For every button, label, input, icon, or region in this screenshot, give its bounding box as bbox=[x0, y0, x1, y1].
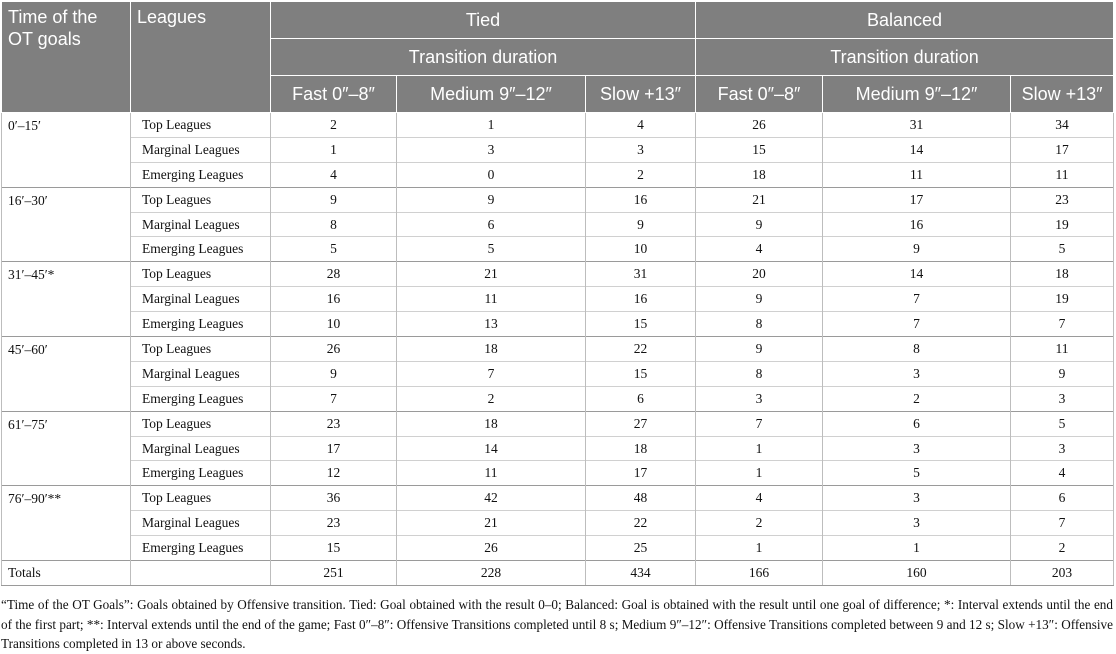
value-cell: 0 bbox=[397, 162, 586, 187]
league-cell: Emerging Leagues bbox=[131, 237, 271, 262]
value-cell: 18 bbox=[397, 337, 586, 362]
value-cell: 9 bbox=[586, 212, 696, 237]
value-cell: 2 bbox=[823, 386, 1011, 411]
value-cell: 18 bbox=[696, 162, 823, 187]
value-cell: 48 bbox=[586, 486, 696, 511]
value-cell: 42 bbox=[397, 486, 586, 511]
value-cell: 23 bbox=[1011, 187, 1114, 212]
value-cell: 16 bbox=[586, 187, 696, 212]
value-cell: 11 bbox=[1011, 337, 1114, 362]
value-cell: 7 bbox=[823, 287, 1011, 312]
value-cell: 3 bbox=[823, 486, 1011, 511]
value-cell: 1 bbox=[397, 113, 586, 138]
value-cell: 5 bbox=[823, 461, 1011, 486]
value-cell: 3 bbox=[823, 436, 1011, 461]
header-tied-medium: Medium 9″–12″ bbox=[397, 76, 586, 113]
league-cell: Marginal Leagues bbox=[131, 137, 271, 162]
value-cell: 8 bbox=[696, 312, 823, 337]
value-cell: 15 bbox=[271, 536, 397, 561]
value-cell: 14 bbox=[397, 436, 586, 461]
league-cell: Emerging Leagues bbox=[131, 386, 271, 411]
value-cell: 7 bbox=[696, 411, 823, 436]
value-cell: 26 bbox=[397, 536, 586, 561]
header-balanced-transition-duration: Transition duration bbox=[696, 39, 1114, 76]
total-value-cell: 251 bbox=[271, 561, 397, 586]
value-cell: 2 bbox=[1011, 536, 1114, 561]
value-cell: 2 bbox=[586, 162, 696, 187]
table-row bbox=[2, 162, 1114, 187]
value-cell: 2 bbox=[271, 113, 397, 138]
total-value-cell: 166 bbox=[696, 561, 823, 586]
value-cell: 5 bbox=[1011, 237, 1114, 262]
value-cell: 16 bbox=[271, 287, 397, 312]
value-cell: 21 bbox=[397, 511, 586, 536]
totals-label: Totals bbox=[2, 561, 131, 586]
value-cell: 9 bbox=[397, 187, 586, 212]
value-cell: 10 bbox=[271, 312, 397, 337]
value-cell: 17 bbox=[586, 461, 696, 486]
value-cell: 6 bbox=[823, 411, 1011, 436]
league-cell: Marginal Leagues bbox=[131, 436, 271, 461]
value-cell: 26 bbox=[696, 113, 823, 138]
value-cell: 8 bbox=[271, 212, 397, 237]
value-cell: 7 bbox=[823, 312, 1011, 337]
value-cell: 3 bbox=[696, 386, 823, 411]
header-tied-transition-duration: Transition duration bbox=[271, 39, 696, 76]
value-cell: 4 bbox=[271, 162, 397, 187]
value-cell: 3 bbox=[1011, 386, 1114, 411]
value-cell: 10 bbox=[586, 237, 696, 262]
value-cell: 3 bbox=[586, 137, 696, 162]
header-tied-slow: Slow +13″ bbox=[586, 76, 696, 113]
totals-row bbox=[2, 561, 1114, 586]
league-cell: Emerging Leagues bbox=[131, 536, 271, 561]
value-cell: 7 bbox=[1011, 511, 1114, 536]
value-cell: 2 bbox=[696, 511, 823, 536]
header-leagues: Leagues bbox=[131, 2, 271, 113]
header-balanced-fast: Fast 0″–8″ bbox=[696, 76, 823, 113]
league-cell: Emerging Leagues bbox=[131, 312, 271, 337]
value-cell: 15 bbox=[696, 137, 823, 162]
table-row bbox=[2, 411, 1114, 436]
table-row bbox=[2, 237, 1114, 262]
value-cell: 7 bbox=[271, 386, 397, 411]
time-interval-cell: 16′–30′ bbox=[2, 187, 131, 262]
total-value-cell: 228 bbox=[397, 561, 586, 586]
value-cell: 11 bbox=[397, 461, 586, 486]
table-row bbox=[2, 486, 1114, 511]
time-interval-cell: 61′–75′ bbox=[2, 411, 131, 486]
league-cell: Emerging Leagues bbox=[131, 461, 271, 486]
value-cell: 22 bbox=[586, 337, 696, 362]
value-cell: 11 bbox=[1011, 162, 1114, 187]
time-interval-cell: 0′–15′ bbox=[2, 113, 131, 188]
value-cell: 5 bbox=[271, 237, 397, 262]
value-cell: 26 bbox=[271, 337, 397, 362]
table-row bbox=[2, 113, 1114, 138]
value-cell: 34 bbox=[1011, 113, 1114, 138]
table-row bbox=[2, 262, 1114, 287]
value-cell: 9 bbox=[271, 187, 397, 212]
time-interval-cell: 45′–60′ bbox=[2, 337, 131, 412]
totals-empty-cell bbox=[131, 561, 271, 586]
value-cell: 15 bbox=[586, 312, 696, 337]
value-cell: 6 bbox=[586, 386, 696, 411]
league-cell: Top Leagues bbox=[131, 113, 271, 138]
value-cell: 20 bbox=[696, 262, 823, 287]
value-cell: 1 bbox=[696, 536, 823, 561]
table-row bbox=[2, 386, 1114, 411]
value-cell: 3 bbox=[823, 361, 1011, 386]
value-cell: 36 bbox=[271, 486, 397, 511]
value-cell: 4 bbox=[696, 237, 823, 262]
value-cell: 5 bbox=[1011, 411, 1114, 436]
value-cell: 9 bbox=[1011, 361, 1114, 386]
table-row bbox=[2, 461, 1114, 486]
value-cell: 31 bbox=[823, 113, 1011, 138]
value-cell: 18 bbox=[586, 436, 696, 461]
value-cell: 2 bbox=[397, 386, 586, 411]
table-row bbox=[2, 337, 1114, 362]
table-row bbox=[2, 361, 1114, 386]
value-cell: 1 bbox=[271, 137, 397, 162]
value-cell: 23 bbox=[271, 511, 397, 536]
table-body bbox=[2, 113, 1114, 586]
value-cell: 16 bbox=[586, 287, 696, 312]
total-value-cell: 203 bbox=[1011, 561, 1114, 586]
value-cell: 3 bbox=[1011, 436, 1114, 461]
league-cell: Top Leagues bbox=[131, 187, 271, 212]
value-cell: 1 bbox=[696, 461, 823, 486]
table-row bbox=[2, 137, 1114, 162]
value-cell: 17 bbox=[271, 436, 397, 461]
league-cell: Emerging Leagues bbox=[131, 162, 271, 187]
header-time-of-ot-goals: Time of the OT goals bbox=[2, 2, 131, 113]
value-cell: 18 bbox=[397, 411, 586, 436]
value-cell: 13 bbox=[397, 312, 586, 337]
value-cell: 27 bbox=[586, 411, 696, 436]
value-cell: 12 bbox=[271, 461, 397, 486]
league-cell: Marginal Leagues bbox=[131, 287, 271, 312]
league-cell: Marginal Leagues bbox=[131, 212, 271, 237]
table-footnote: “Time of the OT Goals”: Goals obtained by Offensive transition. Tied: Goal obtained with the result 0–0; Balanced: Goal is obtained with the result until one goal of difference; *: Interval extends until the end of the first part; **: Interval extends until the end of the game; Fast 0″–8″: Offensive Transitions completed until 8 s; Medium 9″–12″: Offensive Transitions completed between 9 and 12 s; Slow +13″: Offensive Transitions completed in 13 or above seconds. bbox=[1, 597, 1113, 651]
table-row bbox=[2, 436, 1114, 461]
table-row bbox=[2, 511, 1114, 536]
table-row bbox=[2, 536, 1114, 561]
header-balanced-slow: Slow +13″ bbox=[1011, 76, 1114, 113]
time-interval-cell: 31′–45′* bbox=[2, 262, 131, 337]
value-cell: 11 bbox=[823, 162, 1011, 187]
table-row bbox=[2, 212, 1114, 237]
value-cell: 17 bbox=[1011, 137, 1114, 162]
value-cell: 9 bbox=[696, 212, 823, 237]
value-cell: 17 bbox=[823, 187, 1011, 212]
value-cell: 28 bbox=[271, 262, 397, 287]
league-cell: Top Leagues bbox=[131, 262, 271, 287]
value-cell: 23 bbox=[271, 411, 397, 436]
value-cell: 4 bbox=[586, 113, 696, 138]
value-cell: 9 bbox=[823, 237, 1011, 262]
value-cell: 7 bbox=[1011, 312, 1114, 337]
value-cell: 1 bbox=[696, 436, 823, 461]
league-cell: Marginal Leagues bbox=[131, 361, 271, 386]
value-cell: 1 bbox=[823, 536, 1011, 561]
time-interval-cell: 76′–90′** bbox=[2, 486, 131, 561]
value-cell: 9 bbox=[696, 287, 823, 312]
header-tied: Tied bbox=[271, 2, 696, 39]
header-tied-fast: Fast 0″–8″ bbox=[271, 76, 397, 113]
value-cell: 16 bbox=[823, 212, 1011, 237]
value-cell: 14 bbox=[823, 137, 1011, 162]
value-cell: 22 bbox=[586, 511, 696, 536]
table-row bbox=[2, 187, 1114, 212]
value-cell: 21 bbox=[397, 262, 586, 287]
league-cell: Top Leagues bbox=[131, 486, 271, 511]
value-cell: 8 bbox=[823, 337, 1011, 362]
league-cell: Marginal Leagues bbox=[131, 511, 271, 536]
value-cell: 19 bbox=[1011, 212, 1114, 237]
value-cell: 9 bbox=[271, 361, 397, 386]
league-cell: Top Leagues bbox=[131, 411, 271, 436]
header-balanced: Balanced bbox=[696, 2, 1114, 39]
table-row bbox=[2, 287, 1114, 312]
value-cell: 5 bbox=[397, 237, 586, 262]
value-cell: 15 bbox=[586, 361, 696, 386]
value-cell: 18 bbox=[1011, 262, 1114, 287]
value-cell: 21 bbox=[696, 187, 823, 212]
total-value-cell: 160 bbox=[823, 561, 1011, 586]
league-cell: Top Leagues bbox=[131, 337, 271, 362]
data-table bbox=[1, 1, 1114, 586]
value-cell: 19 bbox=[1011, 287, 1114, 312]
value-cell: 6 bbox=[1011, 486, 1114, 511]
table-row bbox=[2, 312, 1114, 337]
value-cell: 9 bbox=[696, 337, 823, 362]
value-cell: 14 bbox=[823, 262, 1011, 287]
header-balanced-medium: Medium 9″–12″ bbox=[823, 76, 1011, 113]
value-cell: 11 bbox=[397, 287, 586, 312]
value-cell: 6 bbox=[397, 212, 586, 237]
value-cell: 4 bbox=[1011, 461, 1114, 486]
total-value-cell: 434 bbox=[586, 561, 696, 586]
value-cell: 8 bbox=[696, 361, 823, 386]
value-cell: 31 bbox=[586, 262, 696, 287]
value-cell: 7 bbox=[397, 361, 586, 386]
value-cell: 3 bbox=[823, 511, 1011, 536]
value-cell: 3 bbox=[397, 137, 586, 162]
value-cell: 4 bbox=[696, 486, 823, 511]
value-cell: 25 bbox=[586, 536, 696, 561]
